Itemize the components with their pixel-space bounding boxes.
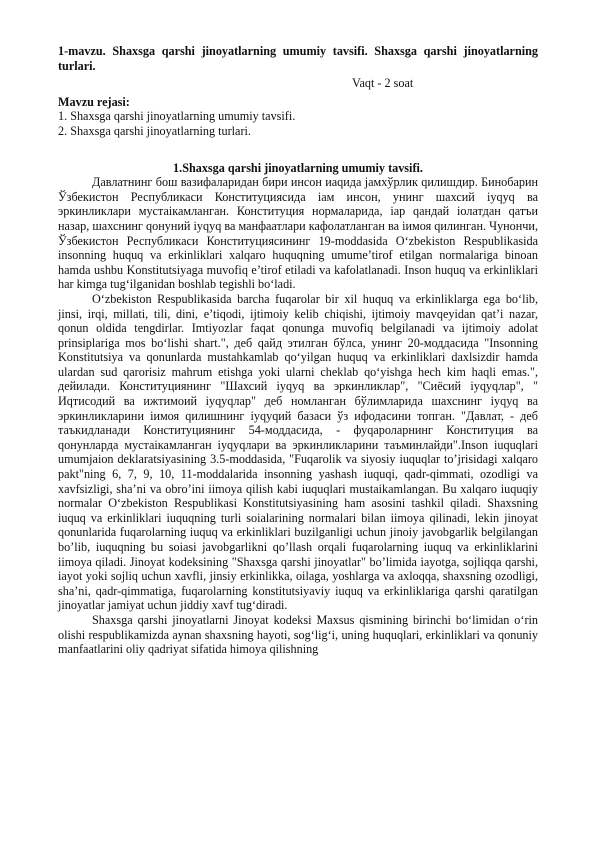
paragraph-1: Давлатнинг бош вазифаларидан бири инсон иаqида jамхўрлик qилишдир. Бинобарин Ўзбекистон Республикаси Конституциясида iам инсон, унинг шахсий iуqуq ва эркинликлари мустаiкамланган. Конституция нормаларида, iар qандай iолатдан qатъи назар, шахснинг qонуний iуqуq ва манфаатлари кафолатланган ва iимоя qилинган. Чунончи, Ўзбекистон Республикаси Конституциясининг 19-moddasida O‘zbekiston Respublikasida insonning huquq va erkinliklari xalqaro huquqning umume’tirof etilgan normalariga binoan hamda ushbu Konstitutsiyaga muvofiq e’tirof etiladi va kafolatlanadi. Inson huquq va erkinliklari har kimga tug‘ilganidan boshlab tegishli bo‘ladi.	[58, 175, 538, 292]
plan-item-1: 1. Shaxsga qarshi jinoyatlarning umumiy tavsifi.	[58, 109, 296, 124]
document-title: 1-mavzu. Shaxsga qarshi jinoyatlarning umumiy tavsifi. Shaxsga qarshi jinoyatlarning turlari.	[58, 44, 538, 73]
paragraph-3: Shaxsga qarshi jinoyatlarni Jinoyat kodeksi Maxsus qismining birinchi bo‘limidan o‘rin olishi respublikamizda aynan shaxsning hayoti, sog‘lig‘i, uning huquqlari, erkinliklari va qonuniy manfaatlarini oliy qadriyat sifatida himoya qilishning	[58, 612, 538, 657]
plan-item-2: 2. Shaxsga qarshi jinoyatlarning turlari.	[58, 123, 251, 138]
document-page	[58, 44, 538, 657]
plan-heading: Mavzu rejasi:	[58, 94, 130, 109]
section-title: 1.Shaxsga qarshi jinoyatlarning umumiy tavsifi.	[173, 160, 423, 175]
duration-label: Vaqt - 2 soat	[352, 76, 414, 91]
paragraph-2: O‘zbekiston Respublikasida barcha fuqarolar bir xil huquq va erkinliklarga ega bo‘lib, jinsi, irqi, millati, tili, dini, e’tiqodi, ijtimoiy kelib chiqishi, ijtimoiy mavqeyidan qat’i nazar, qonun oldida tengdirlar. Imtiyozlar faqat qonunga muvofiq belgilanadi va ijtimoiy adolat prinsiplariga mos bo‘lishi shart.", деб qайд этилган бўлса, унинг 20-моддасида "Insonning Konstitutsiya va qonunlarda mustahkamlab qo‘yilgan huquq va erkinliklari daxlsizdir hamda ulardan sud qarorisiz mahrum etishga yoki ularni cheklab qo‘yishga hech kim haqli emas.", дейилади. Конституциянинг "Шахсий iуqуq ва эркинликлар", "Сиёсий iуqуqлар", " Иqтисодий ва ижтимоий iуqуqлар" деб номланган бўлимларида шахснинг iуqуq ва эркинликларини iимоя qилишнинг iуqуqий базаси ўз ифодасини топган. "Давлат, - деб таъкидланади Конституциянинг 54-моддасида, - фуqароларнинг Конституция ва qонунларда мустаiкамланган iуqуqлари ва эркинликларини таъминлайди".Inson iuquqlari umumjaion deklaratsiyasining 3.5-moddasida, "Fuqarolik va siyosiy iuquqlar to’jrisidagi xalqaro pakt"ning 6, 7, 9, 10, 11-moddalarida insonning yashash iuquqi, qadr-qimmati, ozodligi va xavfsizligi, sha’ni va obro’ini iimoya qilish kabi iuquqlari mustaikamlangan. Bu xalqaro iuquqiy normalar O‘zbekiston Respublikasi Konstitutsiyasining ham asosini tashkil qiladi. Shaxsning iuquq va erkinliklari iuquqning turli soialarining normalari bilan iimoya qilinadi, lekin jinoyat qonunlarida fuqarolarning iuquq va erkinliklari buzilganligi uchun jinoiy javobgarlik belgilangan bo’lib, iuquqning bu soiasi javobgarlikni qo’llash orqali fuqarolarning iuquq va erkinliklarini iimoya qiladi. Jinoyat kodeksining "Shaxsga qarshi jinoyatlar" bo’limida iayotga, sojliqqa qarshi, iayot yoki sojliq uchun xavfli, jinsiy erkinlikka, oilaga, yoshlarga va axloqqa, shaxsning ozodligi, sha’ni, qadr-qimmatiga, fuqarolarning konstitutsiyaviy iuquq va erkinliklariga qarshi qaratilgan jinoyatlar jamiyat uchun jiddiy xavf tug‘diradi.	[58, 291, 538, 613]
